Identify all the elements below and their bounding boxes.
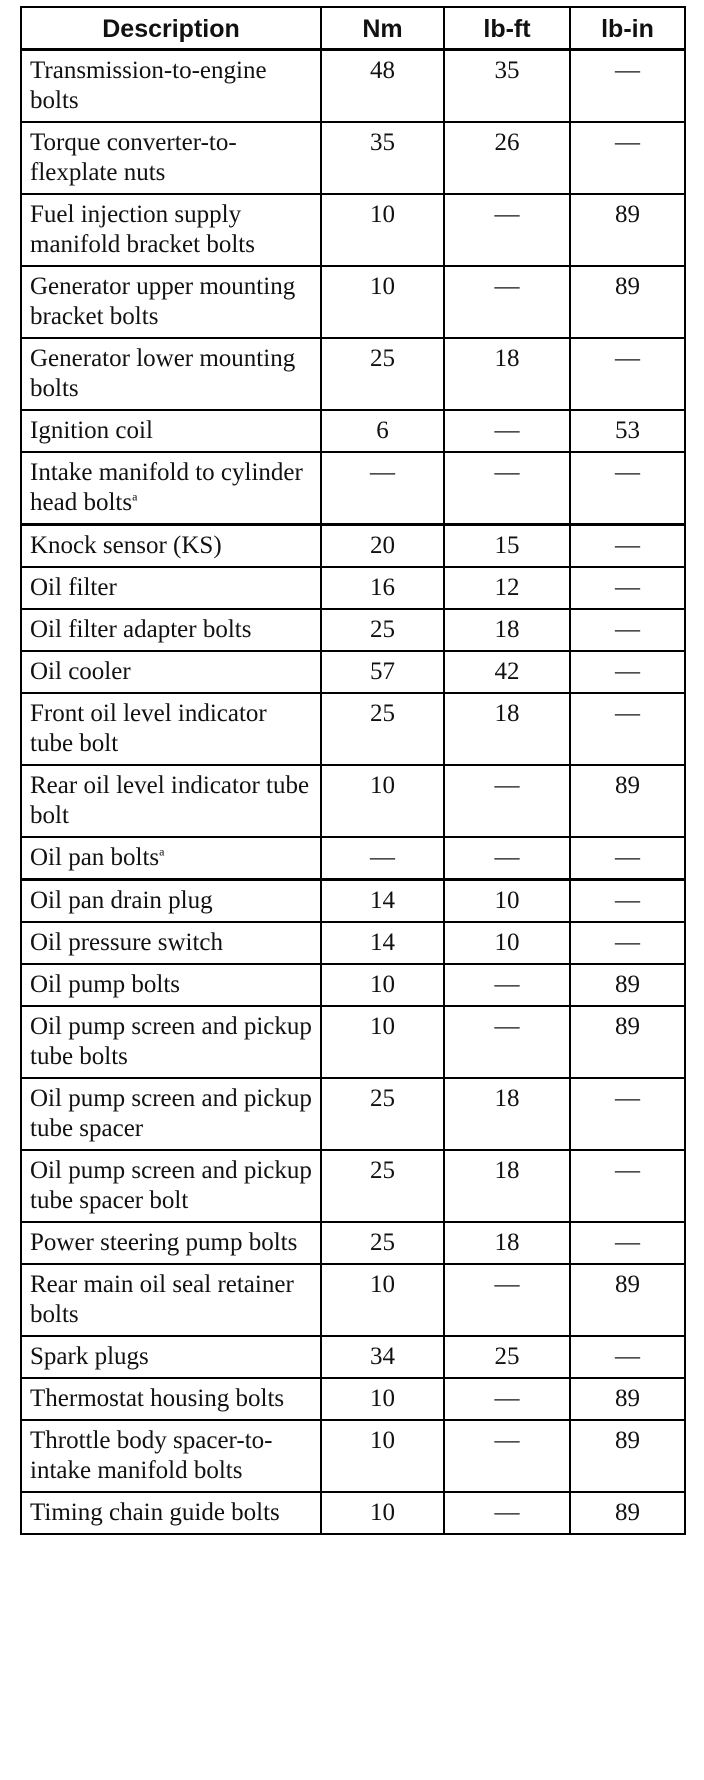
table-row: [21, 452, 685, 525]
cell-nm: 35: [321, 122, 444, 194]
cell-description: [21, 1378, 321, 1420]
cell-nm: 48: [321, 50, 444, 123]
cell-lbft: 15: [444, 525, 570, 568]
cell-lbin: —: [570, 1222, 685, 1264]
cell-description: [21, 1336, 321, 1378]
description-text: Oil pump bolts: [30, 971, 181, 998]
table-row: [21, 1150, 685, 1222]
cell-lbin: —: [570, 50, 685, 123]
description-text: Oil pump screen and pickup tube spacer: [30, 1085, 312, 1142]
torque-spec-table: [20, 6, 686, 1535]
header-row: [21, 7, 685, 50]
description-text: Transmission-to-engine bolts: [30, 57, 267, 114]
cell-lbft: 18: [444, 1150, 570, 1222]
cell-lbin: 89: [570, 1378, 685, 1420]
cell-description: [21, 1264, 321, 1336]
cell-lbin: —: [570, 609, 685, 651]
description-text: Oil filter: [30, 574, 117, 601]
cell-lbft: 18: [444, 609, 570, 651]
cell-lbin: —: [570, 837, 685, 880]
table-body: [21, 50, 685, 1535]
cell-nm: 14: [321, 922, 444, 964]
cell-description: [21, 50, 321, 123]
cell-lbft: —: [444, 266, 570, 338]
cell-lbin: —: [570, 1336, 685, 1378]
cell-lbft: 12: [444, 567, 570, 609]
cell-nm: 10: [321, 1006, 444, 1078]
table-row: [21, 266, 685, 338]
cell-lbft: —: [444, 1006, 570, 1078]
cell-nm: 10: [321, 266, 444, 338]
cell-description: [21, 609, 321, 651]
description-text: Thermostat housing bolts: [30, 1385, 285, 1412]
cell-lbin: 89: [570, 1492, 685, 1534]
cell-description: [21, 194, 321, 266]
cell-description: [21, 452, 321, 525]
cell-nm: 10: [321, 1492, 444, 1534]
cell-lbft: —: [444, 1420, 570, 1492]
cell-nm: 25: [321, 1150, 444, 1222]
description-text: Oil pump screen and pickup tube spacer bolt: [30, 1157, 312, 1214]
cell-description: [21, 1006, 321, 1078]
description-text: Knock sensor (KS): [30, 532, 222, 559]
table-row: [21, 1378, 685, 1420]
table-row: [21, 194, 685, 266]
cell-lbft: —: [444, 1264, 570, 1336]
cell-nm: 25: [321, 693, 444, 765]
table-row: [21, 837, 685, 880]
cell-nm: 16: [321, 567, 444, 609]
table-row: [21, 922, 685, 964]
table-row: [21, 1264, 685, 1336]
cell-nm: 14: [321, 880, 444, 923]
cell-lbft: 10: [444, 922, 570, 964]
cell-lbft: 26: [444, 122, 570, 194]
cell-description: [21, 1078, 321, 1150]
description-text: Intake manifold to cylinder head bolts: [30, 459, 303, 516]
cell-nm: 57: [321, 651, 444, 693]
header-lbin: lb-in: [570, 7, 685, 50]
table-header: [21, 7, 685, 50]
table-row: [21, 1078, 685, 1150]
cell-description: [21, 266, 321, 338]
cell-lbft: 42: [444, 651, 570, 693]
cell-nm: 10: [321, 765, 444, 837]
cell-lbin: —: [570, 922, 685, 964]
cell-description: [21, 1222, 321, 1264]
table-row: [21, 525, 685, 568]
table-row: [21, 50, 685, 123]
footnote-marker: a: [132, 489, 138, 504]
cell-lbin: —: [570, 880, 685, 923]
cell-description: [21, 837, 321, 880]
description-text: Oil pressure switch: [30, 929, 224, 956]
cell-lbft: 18: [444, 693, 570, 765]
cell-nm: 10: [321, 1264, 444, 1336]
description-text: Power steering pump bolts: [30, 1229, 298, 1256]
header-nm: Nm: [321, 7, 444, 50]
cell-nm: 20: [321, 525, 444, 568]
cell-lbin: —: [570, 122, 685, 194]
torque-spec-page: [20, 6, 686, 1535]
cell-nm: 25: [321, 338, 444, 410]
cell-lbin: 89: [570, 765, 685, 837]
cell-lbft: 18: [444, 1078, 570, 1150]
table-row: [21, 1222, 685, 1264]
cell-nm: 10: [321, 1378, 444, 1420]
description-text: Oil pan bolts: [30, 844, 160, 871]
cell-lbft: —: [444, 1378, 570, 1420]
description-text: Ignition coil: [30, 417, 153, 444]
description-text: Front oil level indicator tube bolt: [30, 700, 267, 757]
cell-lbft: —: [444, 194, 570, 266]
description-text: Spark plugs: [30, 1343, 149, 1370]
cell-lbin: 53: [570, 410, 685, 452]
cell-description: [21, 922, 321, 964]
description-text: Throttle body spacer-to-intake manifold bolts: [30, 1427, 273, 1484]
description-text: Oil cooler: [30, 658, 131, 685]
cell-lbft: —: [444, 765, 570, 837]
cell-description: [21, 693, 321, 765]
cell-lbft: —: [444, 452, 570, 525]
cell-description: [21, 122, 321, 194]
description-text: Oil pump screen and pickup tube bolts: [30, 1013, 312, 1070]
table-row: [21, 410, 685, 452]
cell-lbin: —: [570, 567, 685, 609]
table-row: [21, 651, 685, 693]
cell-lbft: —: [444, 1492, 570, 1534]
cell-description: [21, 1492, 321, 1534]
cell-lbin: —: [570, 525, 685, 568]
cell-nm: 25: [321, 1078, 444, 1150]
table-row: [21, 609, 685, 651]
cell-description: [21, 651, 321, 693]
cell-nm: —: [321, 837, 444, 880]
table-row: [21, 1006, 685, 1078]
description-text: Rear main oil seal retainer bolts: [30, 1271, 294, 1328]
cell-nm: 6: [321, 410, 444, 452]
cell-lbft: 10: [444, 880, 570, 923]
cell-description: [21, 567, 321, 609]
cell-description: [21, 338, 321, 410]
table-row: [21, 1420, 685, 1492]
cell-nm: 25: [321, 609, 444, 651]
table-row: [21, 567, 685, 609]
cell-lbin: —: [570, 693, 685, 765]
cell-lbin: —: [570, 452, 685, 525]
table-row: [21, 1336, 685, 1378]
cell-lbft: 35: [444, 50, 570, 123]
table-row: [21, 880, 685, 923]
description-text: Timing chain guide bolts: [30, 1499, 280, 1526]
table-row: [21, 338, 685, 410]
cell-nm: 34: [321, 1336, 444, 1378]
cell-nm: 10: [321, 1420, 444, 1492]
cell-lbin: —: [570, 651, 685, 693]
description-text: Torque converter-to-flexplate nuts: [30, 129, 237, 186]
cell-lbin: —: [570, 338, 685, 410]
cell-lbin: 89: [570, 1006, 685, 1078]
cell-description: [21, 964, 321, 1006]
cell-description: [21, 1150, 321, 1222]
cell-lbft: 18: [444, 1222, 570, 1264]
cell-description: [21, 880, 321, 923]
table-row: [21, 693, 685, 765]
cell-lbin: 89: [570, 1264, 685, 1336]
cell-lbin: 89: [570, 266, 685, 338]
cell-lbin: —: [570, 1150, 685, 1222]
table-row: [21, 122, 685, 194]
cell-lbft: 25: [444, 1336, 570, 1378]
description-text: Generator upper mounting bracket bolts: [30, 273, 296, 330]
cell-nm: 10: [321, 194, 444, 266]
cell-lbin: 89: [570, 964, 685, 1006]
cell-nm: 25: [321, 1222, 444, 1264]
table-row: [21, 765, 685, 837]
cell-lbin: —: [570, 1078, 685, 1150]
table-row: [21, 964, 685, 1006]
footnote-marker: a: [159, 844, 165, 859]
description-text: Oil pan drain plug: [30, 887, 213, 914]
description-text: Generator lower mounting bolts: [30, 345, 296, 402]
header-description: Description: [21, 7, 321, 50]
description-text: Rear oil level indicator tube bolt: [30, 772, 310, 829]
cell-description: [21, 410, 321, 452]
description-text: Oil filter adapter bolts: [30, 616, 252, 643]
cell-description: [21, 525, 321, 568]
cell-description: [21, 765, 321, 837]
cell-lbft: 18: [444, 338, 570, 410]
cell-lbft: —: [444, 964, 570, 1006]
cell-nm: 10: [321, 964, 444, 1006]
cell-lbft: —: [444, 410, 570, 452]
table-row: [21, 1492, 685, 1534]
cell-description: [21, 1420, 321, 1492]
cell-lbft: —: [444, 837, 570, 880]
cell-lbin: 89: [570, 194, 685, 266]
cell-nm: —: [321, 452, 444, 525]
description-text: Fuel injection supply manifold bracket bolts: [30, 201, 255, 258]
cell-lbin: 89: [570, 1420, 685, 1492]
header-lbft: lb-ft: [444, 7, 570, 50]
